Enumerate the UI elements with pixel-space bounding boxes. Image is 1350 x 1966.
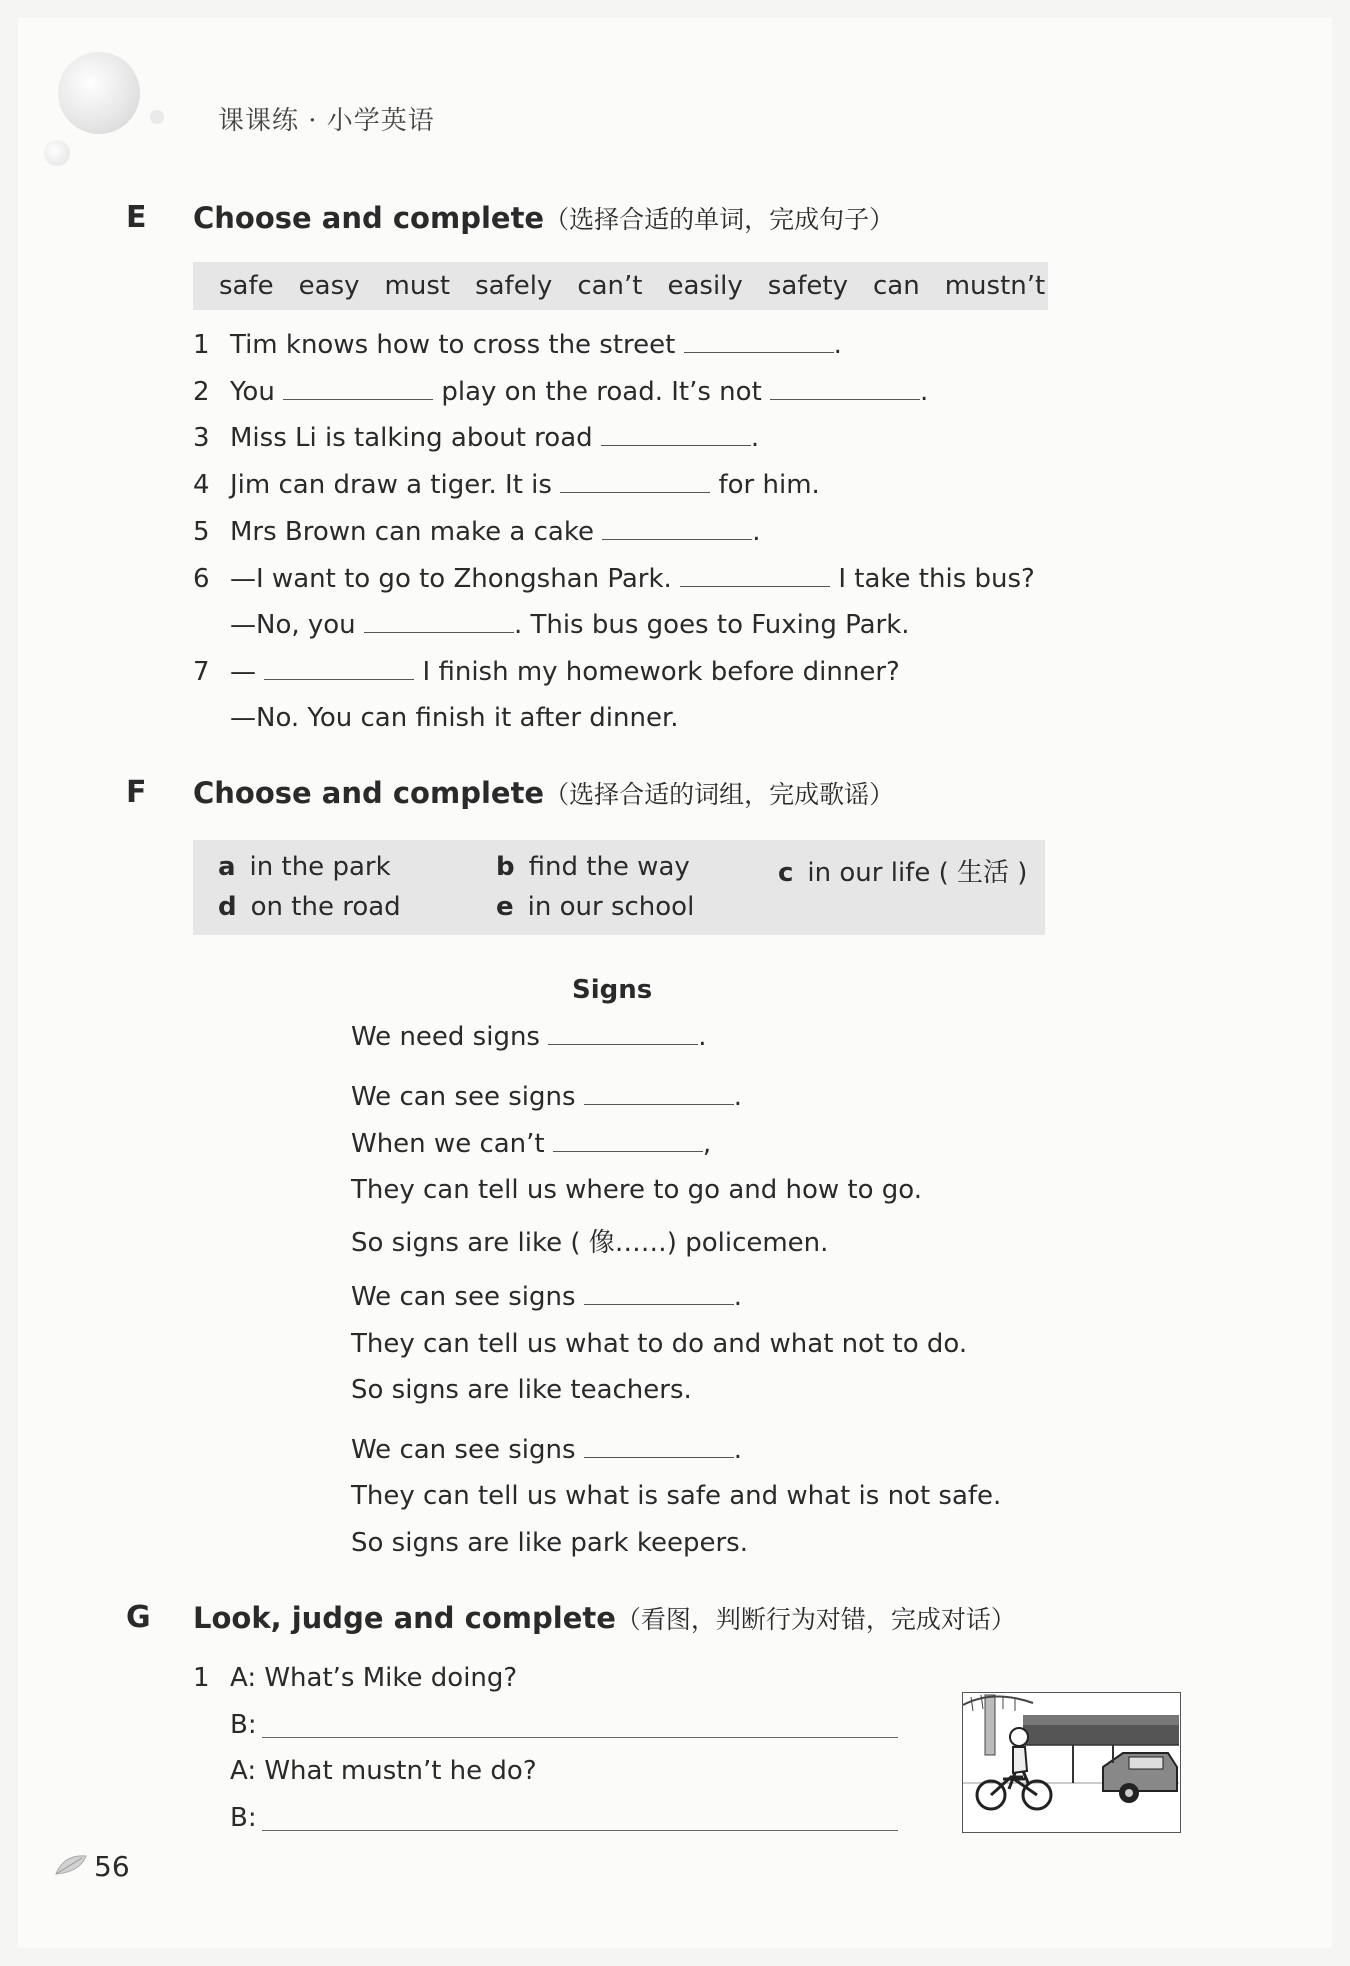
phrase-text: on the road (250, 892, 401, 922)
phrase-text: in our school (527, 892, 695, 922)
section-g-title (193, 1600, 1016, 1636)
section-f-title-en: Choose and complete (193, 776, 545, 810)
leaf-icon (54, 1852, 88, 1876)
poem-line: So signs are like ( 像……) policemen. (351, 1228, 829, 1258)
question-text: Mrs Brown can make a cake (230, 517, 594, 547)
section-e-title (193, 200, 894, 236)
question-text: . (750, 423, 760, 453)
question-number: 6 (193, 564, 210, 594)
word-bank-item: safely (475, 271, 553, 301)
dialogue-b1: B: (230, 1710, 257, 1740)
question-number: 1 (193, 330, 210, 360)
section-g-title-cn: （看图，判断行为对错，完成对话） (615, 1605, 1016, 1634)
question-7-reply (230, 703, 679, 733)
word-bank-item: can (873, 271, 920, 301)
poem-text: When we can’t (351, 1129, 545, 1159)
question-text: for him. (718, 470, 820, 500)
poem-line (351, 1282, 742, 1312)
phrase-e (496, 892, 694, 922)
moon-decoration-small (44, 140, 70, 166)
word-bank-item: safety (767, 271, 849, 301)
poem-line: They can tell us what to do and what not to do. (351, 1329, 968, 1359)
question-text: . (752, 517, 761, 547)
poem-line (351, 1082, 742, 1112)
phrase-text: find the way (528, 852, 690, 882)
phrase-key: c (778, 858, 794, 888)
phrase-a (218, 852, 391, 882)
answer-blank[interactable] (283, 379, 433, 400)
question-text: . (920, 377, 929, 407)
dialogue-text: A: What’s Mike doing? (230, 1663, 518, 1693)
question-text: play on the road. It’s not (441, 377, 762, 407)
phrase-key: e (496, 892, 514, 922)
answer-blank[interactable] (770, 379, 920, 400)
word-bank-item: must (384, 271, 451, 301)
answer-blank[interactable] (584, 1284, 734, 1305)
answer-blank[interactable] (548, 1024, 698, 1045)
moon-decoration (58, 52, 140, 134)
phrase-key: a (218, 852, 236, 882)
phrase-text: in our life ( 生活 ) (807, 858, 1028, 888)
question-text: . This bus goes to Fuxing Park. (513, 610, 910, 640)
answer-line[interactable] (262, 1737, 898, 1738)
poem-text: . (698, 1022, 707, 1052)
answer-blank[interactable] (264, 659, 414, 680)
phrase-text: in the park (249, 852, 391, 882)
poem-text: We can see signs (351, 1435, 576, 1465)
question-1 (193, 330, 842, 360)
phrase-c (778, 852, 1027, 889)
word-bank-item: easy (298, 271, 360, 301)
question-6-reply (230, 610, 910, 640)
word-bank-item: easily (667, 271, 743, 301)
section-e-title-en: Choose and complete (193, 201, 545, 235)
poem-line (351, 1129, 711, 1159)
question-text: —I want to go to Zhongshan Park. (230, 564, 672, 594)
poem-text: . (733, 1435, 743, 1465)
dialogue-a2: A: What mustn’t he do? (230, 1756, 537, 1786)
section-e-title-cn: （选择合适的单词，完成句子） (544, 205, 895, 234)
question-text: I take this bus? (838, 564, 1035, 594)
word-bank-item: mustn’t (944, 271, 1046, 301)
dialogue-b2: B: (230, 1803, 257, 1833)
poem-text: We need signs (351, 1022, 540, 1052)
question-text: Miss Li is talking about road (230, 423, 593, 453)
question-text: — (230, 657, 256, 687)
question-number: 4 (193, 470, 210, 500)
section-g-letter: G (126, 1600, 151, 1635)
phrase-d (218, 892, 401, 922)
question-text: Tim knows how to cross the street (230, 330, 676, 360)
page-number: 56 (94, 1850, 130, 1883)
question-4 (193, 470, 820, 500)
header-title: 课课练 · 小学英语 (218, 106, 435, 136)
question-7 (193, 657, 900, 687)
answer-blank[interactable] (584, 1437, 734, 1458)
poem-text: We can see signs (351, 1082, 576, 1112)
boy-riding-bike-near-car-picture (963, 1693, 1179, 1831)
question-5 (193, 517, 761, 547)
poem-line (351, 1022, 707, 1052)
question-text: You (230, 377, 275, 407)
poem-text: . (733, 1082, 743, 1112)
answer-blank[interactable] (601, 425, 751, 446)
answer-blank[interactable] (584, 1084, 734, 1105)
question-text: —No, you (230, 610, 356, 640)
answer-blank[interactable] (560, 472, 710, 493)
answer-line[interactable] (262, 1830, 898, 1831)
section-f-title-cn: （选择合适的词组，完成歌谣） (544, 780, 895, 809)
question-3 (193, 423, 759, 453)
moon-decoration-dot (150, 110, 164, 124)
question-number: 1 (193, 1663, 210, 1693)
question-text: —No. You can finish it after dinner. (230, 703, 679, 733)
poem-line: So signs are like park keepers. (351, 1528, 748, 1558)
answer-blank[interactable] (602, 519, 752, 540)
poem-line: They can tell us where to go and how to go. (351, 1175, 923, 1205)
poem-text: We can see signs (351, 1282, 576, 1312)
question-2 (193, 377, 928, 407)
poem-line: They can tell us what is safe and what is not safe. (351, 1481, 1002, 1511)
cycling-illustration (962, 1692, 1181, 1833)
word-bank (193, 262, 1048, 310)
answer-blank[interactable] (684, 332, 834, 353)
question-number: 7 (193, 657, 210, 687)
answer-blank[interactable] (680, 566, 830, 587)
section-g-title-en: Look, judge and complete (193, 1601, 616, 1635)
question-text: I finish my homework before dinner? (422, 657, 900, 687)
answer-blank[interactable] (553, 1131, 703, 1152)
section-e-letter: E (126, 200, 147, 235)
word-bank-item: can’t (577, 271, 643, 301)
poem-line: So signs are like teachers. (351, 1375, 692, 1405)
question-text: Jim can draw a tiger. It is (230, 470, 552, 500)
phrase-key: b (496, 852, 515, 882)
word-bank-item: safe (219, 271, 274, 301)
poem-text: , (702, 1129, 712, 1159)
question-6 (193, 564, 1035, 594)
section-f-title (193, 775, 894, 811)
phrase-key: d (218, 892, 237, 922)
poem-text: . (733, 1282, 743, 1312)
section-f-letter: F (126, 775, 147, 810)
question-text: . (833, 330, 842, 360)
dialogue-a1 (193, 1663, 517, 1693)
question-number: 5 (193, 517, 210, 547)
poem-line (351, 1435, 742, 1465)
question-number: 3 (193, 423, 210, 453)
phrase-b (496, 852, 690, 882)
poem-title: Signs (572, 975, 653, 1005)
question-number: 2 (193, 377, 210, 407)
answer-blank[interactable] (364, 612, 514, 633)
